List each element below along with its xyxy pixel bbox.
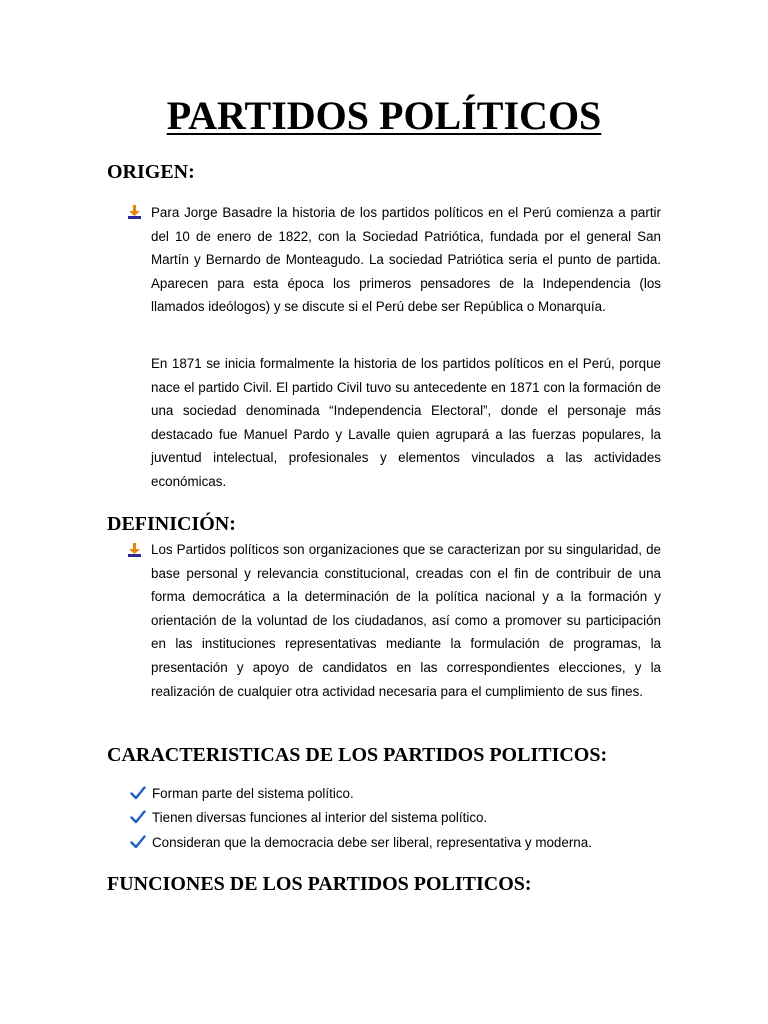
definicion-paragraph: Los Partidos políticos son organizaciones que se caracterizan por su singularidad, de base personal y relevancia constitucional, creadas con el fin de contribuir de una forma democrática a la determinación de la política nacional y a la formación y orientación de la voluntad de los ciudadanos, así como a promover su participación en las instituciones representativas mediante la formulación de programas, la presentación y apoyo de candidatos en las correspondientes elecciones, y la realización de cualquier otra actividad necesaria para el cumplimiento de sus fines.	[151, 542, 661, 699]
heading-funciones: FUNCIONES DE LOS PARTIDOS POLITICOS:	[107, 873, 532, 895]
list-item-text: Forman parte del sistema político.	[152, 785, 354, 801]
list-item	[130, 831, 592, 853]
heading-caracteristicas: CARACTERISTICAS DE LOS PARTIDOS POLITICOS:	[107, 744, 608, 766]
list-item	[130, 806, 487, 828]
origen-paragraph-1: Para Jorge Basadre la historia de los partidos políticos en el Perú comienza a partir del 10 de enero de 1822, con la Sociedad Patriótica, fundada por el general San Martín y Bernardo de Monteagudo. La sociedad Patriótica seria el punto de partida. Aparecen para esta época los primeros pensadores de la Independencia (los llamados ideólogos) y se discute si el Perú debe ser República o Monarquía.	[151, 205, 661, 315]
list-item-text: Consideran que la democracia debe ser liberal, representativa y moderna.	[152, 834, 592, 850]
list-item	[130, 782, 354, 804]
checkmark-icon	[130, 834, 146, 850]
heading-definicion: DEFINICIÓN:	[107, 513, 236, 535]
page-title: PARTIDOS POLÍTICOS	[166, 93, 602, 138]
list-item-text: Tienen diversas funciones al interior del sistema político.	[152, 809, 488, 825]
arrow-bullet-icon	[128, 543, 142, 557]
origen-paragraph-2: En 1871 se inicia formalmente la historia de los partidos políticos en el Perú, porque nace el partido Civil. El partido Civil tuvo su antecedente en 1871 con la formación de una sociedad denominada “Independencia Electoral”, donde el personaje más destacado fue Manuel Pardo y Lavalle quien agrupará a las fuerzas populares, la juventud intelectual, profesionales y elementos vinculados a las actividades económicas.	[151, 356, 661, 489]
heading-origen: ORIGEN:	[107, 161, 195, 183]
checkmark-icon	[130, 809, 146, 825]
arrow-bullet-icon	[128, 205, 142, 219]
checkmark-icon	[130, 785, 146, 801]
